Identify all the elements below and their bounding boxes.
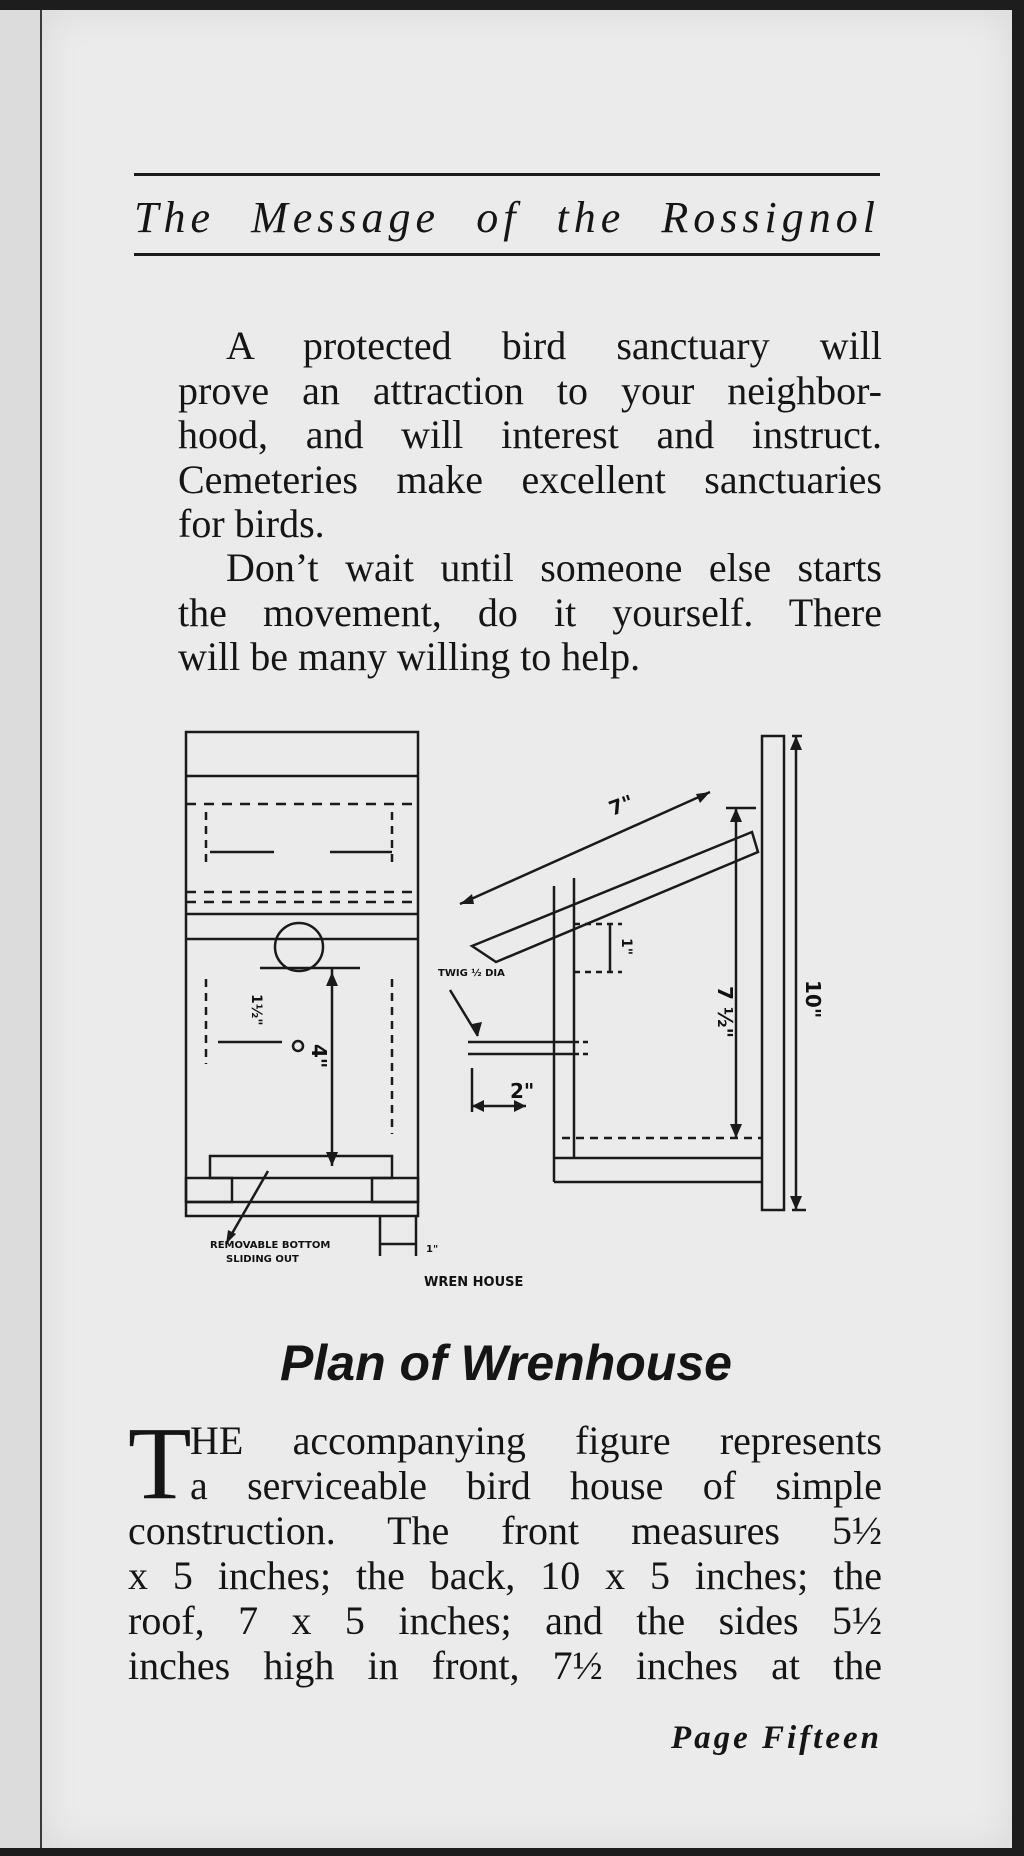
dim-back-label: 10" (801, 980, 825, 1019)
wren-house-drawing (170, 724, 860, 1294)
text-line: inches high in front, 7½ inches at the (128, 1643, 882, 1688)
text-line: for birds. (178, 501, 325, 546)
text-line: x 5 inches; the back, 10 x 5 inches; the (128, 1553, 882, 1598)
section-heading: Plan of Wrenhouse (280, 1335, 732, 1391)
bottom-note-1: REMOVABLE BOTTOM (210, 1240, 331, 1251)
header-rule-bottom (134, 253, 880, 256)
running-head: The Message of the Rossignol (134, 193, 880, 242)
text-line: the movement, do it yourself. There (178, 589, 882, 635)
dim-hole-height-label: 4" (307, 1044, 331, 1069)
dim-perch-label: 2" (510, 1079, 535, 1103)
wren-house-diagram (170, 724, 860, 1294)
left-page-edge (0, 10, 42, 1848)
text-line: Don’t wait until someone else starts (226, 545, 882, 590)
dim-vent-label: 1" (618, 938, 634, 956)
text-line: A protected bird sanctuary will (226, 323, 882, 368)
paragraph-plan (128, 1406, 882, 1688)
paragraph-movement (130, 546, 882, 680)
dim-hole-offset-label: 1½" (248, 994, 264, 1026)
dim-height-front-label: 7 ½" (713, 986, 737, 1039)
text-line: construction. The front measures 5½ (128, 1508, 882, 1553)
dim-bottom-label: 1" (426, 1244, 439, 1255)
text-line: HE accompanying figure represents (190, 1418, 882, 1463)
text-line: prove an attraction to your neighbor- (178, 367, 882, 413)
dim-roof-label: 7" (605, 789, 637, 821)
bottom-note-2: SLIDING OUT (226, 1254, 299, 1265)
header-rule-top (134, 173, 880, 176)
text-line: a serviceable bird house of simple (190, 1463, 882, 1508)
text-line: will be many willing to help. (178, 634, 641, 679)
text-line: Cemeteries make excellent sanctuaries (178, 456, 882, 502)
text-line: roof, 7 x 5 inches; and the sides 5½ (128, 1598, 882, 1643)
drop-cap: T (128, 1406, 192, 1521)
paragraph-sanctuary (130, 324, 882, 547)
page-number: Page Fifteen (670, 1720, 882, 1756)
text-line: hood, and will interest and instruct. (178, 412, 882, 457)
figure-caption: WREN HOUSE (424, 1275, 524, 1290)
perch-label: TWIG ½ DIA (438, 968, 505, 979)
